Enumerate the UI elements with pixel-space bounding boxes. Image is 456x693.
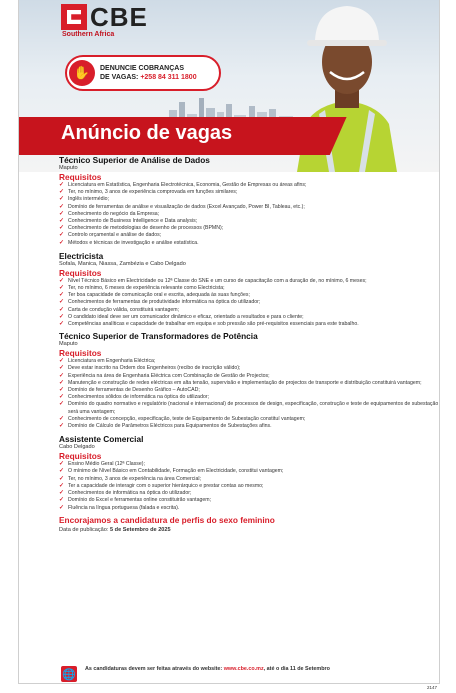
requirement-item: ✓ Métodos e técnicas de investigação e análise estatística. xyxy=(59,240,439,247)
publication-date xyxy=(59,527,439,534)
website-link[interactable]: www.cbe.co.mz xyxy=(223,666,264,672)
stop-hand-icon: ✋ xyxy=(69,60,95,86)
requirements-heading: Requisitos xyxy=(59,451,102,462)
requirements-heading: Requisitos xyxy=(59,348,102,359)
hero-header xyxy=(19,0,439,172)
requirement-item: ✓ Conhecimentos de informática na óptica do utilizador; xyxy=(59,490,439,497)
pubdate-value: 5 de Setembro de 2025 xyxy=(110,526,171,533)
cbe-logo xyxy=(61,4,148,30)
footer-text xyxy=(85,666,330,673)
job-section xyxy=(59,251,439,328)
pubdate-label: Data de publicação: xyxy=(59,526,109,533)
encouragement-note: Encorajamos a candidatura de perfis do sexo feminino xyxy=(59,514,275,525)
requirement-item: ✓ Ter, no mínimo, 3 anos de experiência comprovada em funções similares; xyxy=(59,189,439,196)
requirements-heading: Requisitos xyxy=(59,267,102,278)
requirements-list xyxy=(59,182,439,247)
denuncie-line2 xyxy=(100,73,197,82)
requirements-list xyxy=(59,278,439,328)
requirement-item: ✓ Controlo orçamental e análise de dados; xyxy=(59,232,439,239)
footer-text-before: As candidaturas devem ser feitas através do website: xyxy=(85,666,223,672)
denuncie-phone: +258 84 311 1800 xyxy=(140,74,197,81)
application-footer xyxy=(61,666,391,688)
requirement-item: ✓ Domínio do quadro normativo e regulatório (nacional e internacional) de processos de design, especificação, construção e teste de equipamentos de subestação será uma vantagem; xyxy=(59,401,439,415)
denuncie-text xyxy=(100,64,197,82)
requirement-item: ✓ Ensino Médio Geral (12ª Classe); xyxy=(59,461,439,468)
requirement-item: ✓ Fluência na língua portuguesa (falada e escrita). xyxy=(59,505,439,512)
requirements-heading: Requisitos xyxy=(59,172,102,182)
requirement-item: ✓ Domínio do Excel e ferramentas online constituirão vantagem; xyxy=(59,497,439,504)
job-location: Cabo Delgado xyxy=(59,444,95,451)
cbe-logo-mark-icon xyxy=(61,4,87,30)
globe-icon: 🌐 xyxy=(61,666,77,682)
requirement-item: ✓ Domínio de ferramentas de Desenho Gráfico – AutoCAD; xyxy=(59,387,439,394)
logo-subtitle: Southern Africa xyxy=(62,31,115,38)
requirement-item: ✓ Domínio de ferramentas de análise e visualização de dados (Excel Avançado, Power BI, Tableau, etc.); xyxy=(59,204,439,211)
requirements-list xyxy=(59,461,439,511)
logo-text: CBE xyxy=(90,2,148,32)
requirement-item: ✓ Competências analíticas e capacidade de trabalhar em equipa e sob pressão são pré-requisitos essenciais para este trabalho. xyxy=(59,321,439,328)
requirement-item: ✓ Conhecimentos de ferramentas de produtividade informática na óptica do utilizador; xyxy=(59,299,439,306)
banner-title: Anúncio de vagas xyxy=(61,122,233,144)
page-code: 2147 xyxy=(427,685,438,690)
requirement-item: ✓ Conhecimento de concepção, especificação, teste de Equipamento de Subestação constituí vantagem; xyxy=(59,416,439,423)
requirement-item: ✓ Conhecimento do negócio da Empresa; xyxy=(59,211,439,218)
requirement-item: ✓ Ter a capacidade de interagir com o superior hierárquico e prestar contas ao mesmo; xyxy=(59,483,439,490)
requirement-item: ✓ Nível Técnico Básico em Electricidade ou 12ª Classe do SNE e um curso de capacitação com a duração de, no mínimo, 6 meses; xyxy=(59,278,439,285)
requirement-item: ✓ Domínio de Cálculo de Parâmetros Eléctricos para Equipamentos de Subestações afins. xyxy=(59,423,439,430)
job-title: Técnico Superior de Análise de Dados xyxy=(59,155,210,165)
requirement-item: ✓ Experiência na área de Engenharia Eléctrica com Combinação de Gestão de Projectos; xyxy=(59,373,439,380)
requirement-item: ✓ Conhecimento de Business Intelligence e Data analysis; xyxy=(59,218,439,225)
requirements-list xyxy=(59,358,439,430)
job-title: Técnico Superior de Transformadores de Potência xyxy=(59,331,258,342)
job-section xyxy=(59,331,439,430)
requirement-item: ✓ Inglês intermédio; xyxy=(59,196,439,203)
requirement-item: ✓ Conhecimento de metodologias de desenho de processos (BPMN); xyxy=(59,225,439,232)
footer-text-after: , até o dia 11 de Setembro xyxy=(263,666,330,672)
job-location: Maputo xyxy=(59,165,78,171)
requirement-item: ✓ Manutenção e construção de redes eléctricas em alta tensão, supervisão e implementação de projectos de transporte e distribuição constituirá vantagem; xyxy=(59,380,439,387)
job-location: Sofala, Manica, Niassa, Zambézia e Cabo Delgado xyxy=(59,260,186,267)
requirement-item: ✓ Deve estar inscrito na Ordem dos Engenheiros (recibo de inscrição válido); xyxy=(59,365,439,372)
requirement-item: ✓ Conhecimentos sólidos de informática na óptica do utilizador; xyxy=(59,394,439,401)
vacancies-list xyxy=(59,155,439,534)
requirement-item: ✓ Licenciatura em Engenharia Eléctrica; xyxy=(59,358,439,365)
job-section xyxy=(59,434,439,511)
denuncie-line1: DENUNCIE COBRANÇAS xyxy=(100,65,185,72)
requirement-item: ✓ O mínimo de Nível Básico em Contabilidade, Formação em Electricidade, constitui vantagem; xyxy=(59,468,439,475)
requirement-item: ✓ O candidato ideal deve ser um comunicador dinâmico e eficaz, orientado a resultados e para o cliente; xyxy=(59,314,439,321)
advert-page xyxy=(18,0,440,684)
denuncie-badge xyxy=(65,55,221,91)
requirement-item: ✓ Ter, no mínimo, 3 anos de experiência na área Comercial; xyxy=(59,476,439,483)
job-title: Assistente Comercial xyxy=(59,434,144,445)
job-location: Maputo xyxy=(59,341,78,348)
denuncie-prefix: DE VAGAS: xyxy=(100,74,139,81)
requirement-item: ✓ Ter, no mínimo, 6 meses de experiência relevante como Electricista; xyxy=(59,285,439,292)
job-section xyxy=(59,155,439,247)
requirement-item: ✓ Ter boa capacidade de comunicação oral e escrita, adequada às suas funções; xyxy=(59,292,439,299)
job-title: Electricista xyxy=(59,250,104,261)
requirement-item: ✓ Licenciatura em Estatística, Engenharia Electrotécnica, Economia, Gestão de Empresas ou áreas afins; xyxy=(59,182,439,189)
requirement-item: ✓ Carta de condução válida, constituirá vantagem; xyxy=(59,307,439,314)
